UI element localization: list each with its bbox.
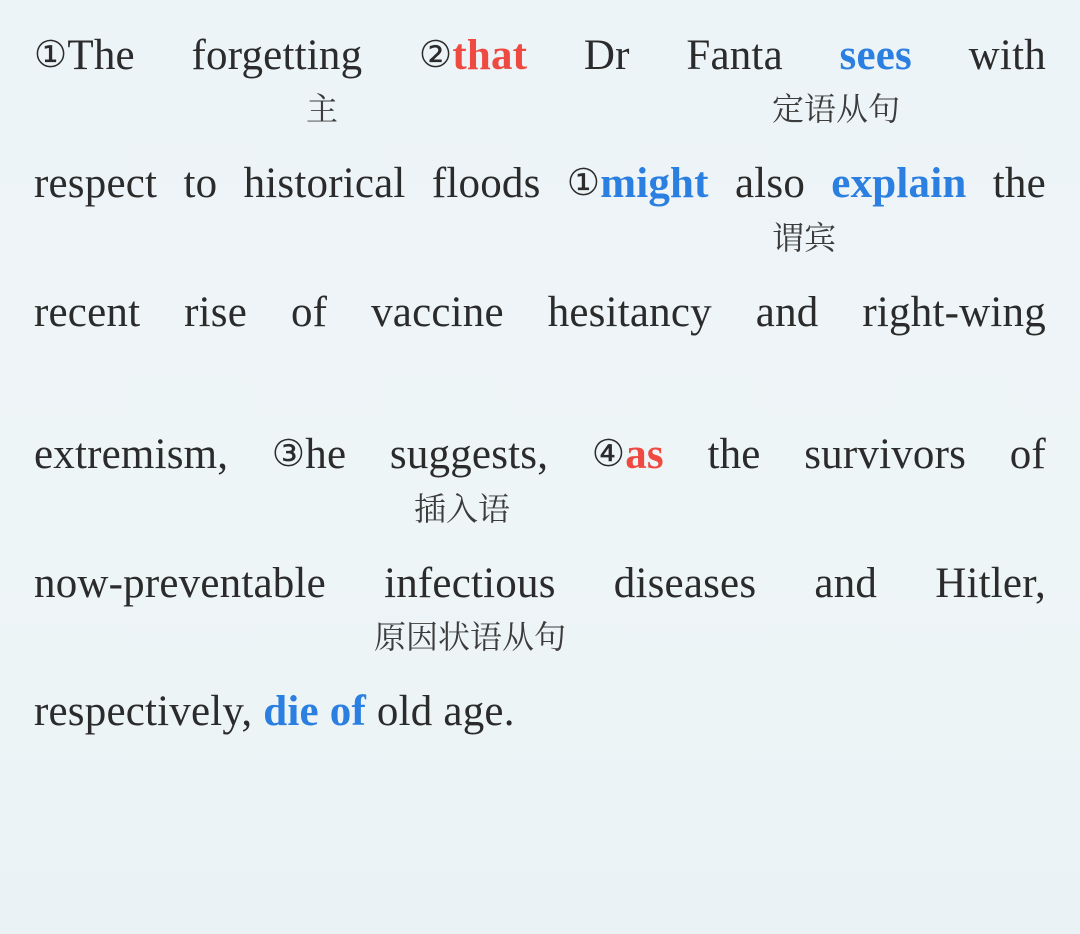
spacer-4 (34, 542, 1046, 558)
word-as: as (625, 431, 664, 479)
word-might: might (600, 160, 709, 208)
annotation-row-5 (34, 612, 1046, 664)
word-infectious: infectious (384, 559, 556, 607)
word-extremism: extremism, (34, 431, 229, 479)
word-dr: Dr (583, 32, 630, 79)
marker-circled-1b: ① (566, 161, 601, 205)
word-hesitancy: hesitancy (547, 288, 712, 336)
annotation-row-4 (34, 484, 1046, 536)
word-to: to (183, 160, 218, 208)
sentence-block-5 (34, 558, 1046, 664)
spacer-2 (34, 271, 1046, 287)
text-line-4 (34, 429, 1046, 481)
word-now-preventable: now-preventable (34, 559, 326, 607)
marker-circled-1a: ① (34, 33, 68, 76)
word-the-2: the (992, 160, 1046, 208)
annotation-predicate-object: 谓宾 (772, 218, 837, 257)
word-and: and (755, 288, 819, 336)
annotation-row-2 (34, 213, 1046, 265)
phrase-die-of: die of (263, 688, 366, 736)
word-respectively: respectively, (34, 688, 253, 736)
word-of-2: of (1009, 431, 1046, 479)
marker-circled-3: ③ (271, 432, 306, 476)
sentence-block-6 (34, 686, 1046, 738)
word-the-3: the (707, 431, 761, 479)
word-fanta: Fanta (686, 32, 783, 79)
marker-circled-2a: ② (418, 33, 453, 76)
annotation-reason-adverbial-clause: 原因状语从句 (374, 618, 567, 657)
word-diseases: diseases (613, 559, 757, 607)
sentence-block-2 (34, 158, 1046, 264)
word-floods: floods (431, 160, 541, 208)
sentence-block-1 (34, 30, 1046, 136)
spacer-5 (34, 670, 1046, 686)
word-respect: respect (34, 160, 158, 208)
word-also: also (734, 160, 806, 208)
sentence-block-3 (34, 287, 1046, 339)
annotation-parenthesis: 插入语 (414, 489, 511, 528)
word-suggests: suggests, (389, 431, 549, 479)
text-line-1 (34, 30, 1046, 82)
phrase-old-age: old age. (376, 688, 515, 736)
spacer-3b (34, 395, 1046, 429)
word-the: The (67, 32, 135, 79)
word-with: with (968, 32, 1046, 79)
word-rise: rise (184, 288, 248, 336)
annotation-row-1 (34, 84, 1046, 136)
word-recent: recent (34, 288, 141, 336)
word-and-2: and (814, 559, 878, 607)
word-historical: historical (243, 160, 406, 208)
word-that: that (452, 32, 528, 79)
text-line-2 (34, 158, 1046, 210)
word-explain: explain (831, 160, 967, 208)
marker-circled-4: ④ (591, 432, 626, 476)
text-line-5 (34, 558, 1046, 610)
text-line-3 (34, 287, 1046, 339)
word-right-wing: right-wing (862, 288, 1046, 336)
word-sees: sees (839, 32, 912, 79)
word-forgetting: forgetting (191, 32, 363, 79)
word-he: he (305, 431, 347, 479)
sentence-block-4 (34, 429, 1046, 535)
word-hitler: Hitler, (935, 559, 1046, 607)
annotation-subject: 主 (306, 90, 339, 129)
word-vaccine: vaccine (371, 288, 504, 336)
word-of: of (290, 288, 328, 336)
annotation-attributive-clause: 定语从句 (772, 90, 901, 129)
text-line-6 (34, 686, 1046, 738)
spacer-1 (34, 142, 1046, 158)
word-survivors: survivors (804, 431, 967, 479)
spacer-3 (34, 345, 1046, 395)
